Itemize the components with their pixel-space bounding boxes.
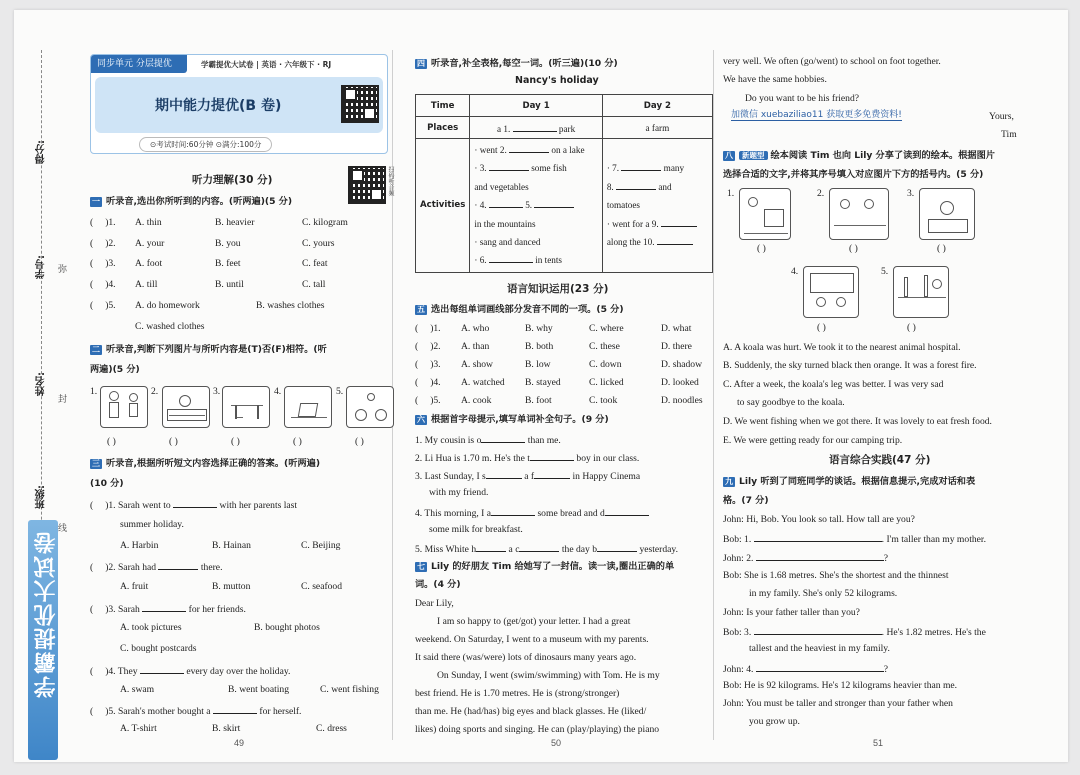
question-row[interactable]: ( )5. Sarah's mother bought a for herself. (90, 706, 302, 717)
dialogue-line[interactable]: Bob: 1. . I'm taller than my mother. (723, 534, 986, 545)
table-title: Nancy's holiday (515, 75, 599, 86)
letter-signature: Tim (1001, 129, 1017, 140)
picture-label: 1. (727, 188, 735, 199)
picture-goodbye-koala (803, 266, 859, 318)
section-6-title: 六 根据首字母提示,填写单词补全句子。(9 分) (417, 414, 609, 425)
question-row[interactable]: ( )4. They every day over the holiday. (90, 666, 291, 677)
banner-meta: 学霸提优大试卷 | 英语 · 六年级下 · RJ (201, 60, 332, 69)
student-id-label: 学号: (36, 255, 47, 279)
option-row[interactable]: A. swam B. went boating C. went fishing (120, 684, 379, 695)
brand-banner (28, 520, 58, 760)
letter-line: We have the same hobbies. (723, 74, 827, 85)
dialogue-line-cont: in my family. She's only 52 kilograms. (749, 588, 898, 599)
dialogue-line-cont: you grow up. (749, 716, 800, 727)
answer-bracket[interactable]: ( ) (907, 322, 916, 333)
fill-sentence[interactable]: 4. This morning, I a some bread and d (415, 506, 649, 520)
fill-sentence-cont: some milk for breakfast. (429, 524, 523, 535)
holiday-table (415, 94, 713, 273)
question-row[interactable]: ( )3. A. show B. low C. down D. shadow (415, 359, 703, 370)
answer-bracket[interactable]: ( ) (817, 322, 826, 333)
table-cell: a farm (602, 117, 712, 139)
page-number: 51 (873, 738, 884, 748)
table-cell[interactable]: a 1. park (470, 117, 602, 139)
picture-forest-fire (893, 266, 949, 318)
page-number: 50 (551, 738, 562, 748)
letter-line: weekend. On Saturday, I went to a museum with my parents. (415, 634, 649, 645)
question-row[interactable]: ( )3. A. foot B. feet C. feat (90, 258, 328, 269)
story-option: A. A koala was hurt. We took it to the nearest animal hospital. (723, 342, 961, 353)
table-cell[interactable]: · went 2. on a lake · 3. some fish and vegetables · 4. 5. in the mountains · sang and danced · 6. in tents (470, 139, 602, 273)
section-3-title: 三 听录音,根据所听短文内容选择正确的答案。(听两遍) (92, 458, 321, 469)
letter-line[interactable]: I am so happy to (get/got) your letter. I had a great (437, 616, 631, 627)
section-9-title: 九 Lily 听到了同班同学的谈话。根据信息提示,完成对话和表 (725, 476, 976, 487)
picture-label: 5. (336, 386, 344, 397)
letter-salutation: Dear Lily, (415, 598, 454, 609)
seal-mark: 线 (58, 523, 68, 533)
option-row[interactable]: A. T-shirt B. skirt C. dress (120, 723, 347, 734)
option[interactable]: C. washed clothes (135, 321, 205, 332)
table-header: Day 1 (470, 95, 602, 117)
dialogue-line: John: Is your father taller than you? (723, 607, 860, 618)
question-row[interactable]: ( )1. Sarah went to with her parents last (90, 500, 298, 511)
section-4-title: 四 听录音,补全表格,每空一词。(听三遍)(10 分) (417, 58, 618, 69)
option[interactable]: C. bought postcards (120, 643, 197, 654)
option-row[interactable]: A. took pictures B. bought photos (120, 622, 320, 633)
fill-sentence[interactable]: 1. My cousin is o than me. (415, 435, 561, 446)
question-row[interactable]: ( )2. Sarah had there. (90, 562, 223, 573)
section-3-title-cont: (10 分) (90, 478, 124, 489)
fill-sentence[interactable]: 3. Last Sunday, I s a f in Happy Cinema (415, 471, 641, 482)
letter-line: Do you want to be his friend? (745, 93, 860, 104)
page-number: 49 (234, 738, 245, 748)
picture-two-kids (100, 386, 148, 428)
letter-closing: Yours, (989, 111, 1014, 122)
picture-label: 1. (90, 386, 98, 397)
letter-line[interactable]: than me. He (had/has) big eyes and black glasses. He (liked/ (415, 706, 647, 717)
dialogue-line[interactable]: John: 4. ? (723, 664, 889, 675)
letter-line[interactable]: very well. We often (go/went) to school on foot together. (723, 56, 941, 67)
letter-line[interactable]: best friend. He is 1.70 metres. He is (strong/stronger) (415, 688, 620, 699)
question-row[interactable]: ( )2. A. your B. you C. yours (90, 238, 335, 249)
section-1-title: 一 听录音,选出你所听到的内容。(听两遍)(5 分) (92, 196, 293, 207)
picture-label: 3. (907, 188, 915, 199)
exam-title: 期中能力提优(B 卷) (155, 98, 282, 114)
answer-bracket[interactable]: ( ) (355, 436, 364, 447)
option-row[interactable]: A. Harbin B. Hainan C. Beijing (120, 540, 341, 551)
letter-line[interactable]: On Sunday, I went (swim/swimming) with Tom. He is my (437, 670, 660, 681)
section-8-title: 八 新题型 绘本阅读 Tim 也向 Lily 分享了读到的绘本。根据图片 (725, 150, 995, 161)
dialogue-line: Bob: She is 1.68 metres. She's the shortest and the thinnest (723, 570, 949, 581)
story-option: D. We went fishing when we got there. It was lovely to eat fresh food. (723, 416, 992, 427)
seal-mark: 封 (58, 394, 68, 404)
dialogue-line: Bob: He is 92 kilograms. He's 12 kilograms heavier than me. (723, 680, 958, 691)
section-9-title-cont: 格。(7 分) (723, 495, 769, 506)
letter-line[interactable]: It said there (was/were) lots of dinosaurs many years ago. (415, 652, 637, 663)
section-2-title-cont: 两遍)(5 分) (90, 364, 140, 375)
row-header: Activities (416, 139, 470, 273)
question-row[interactable]: ( )5. A. do homework B. washes clothes (90, 300, 325, 311)
picture-table (222, 386, 270, 428)
story-option-cont: to say goodbye to the koala. (737, 397, 845, 408)
exam-banner (90, 54, 388, 154)
picture-packing (739, 188, 791, 240)
picture-koala-hospital (919, 188, 975, 240)
banner-title-area (95, 77, 383, 133)
banner-tab: 同步单元 分层提优 (91, 55, 187, 73)
fill-sentence[interactable]: 5. Miss White h a c the day b yesterday. (415, 544, 678, 555)
dialogue-line: John: You must be taller and stronger than your father when (723, 698, 953, 709)
exam-sheet (14, 10, 1068, 762)
story-option: C. After a week, the koala's leg was better. I was very sad (723, 379, 944, 390)
question-row[interactable]: ( )1. A. thin B. heavier C. kilogram (90, 217, 348, 228)
picture-fishing (829, 188, 889, 240)
answer-bracket[interactable]: ( ) (757, 243, 766, 254)
exam-info: ⊙考试时间:60分钟 ⊙满分:100分 (139, 137, 272, 152)
score-label: 得分: (36, 140, 47, 164)
picture-label: 3. (213, 386, 221, 397)
dialogue-line: John: Hi, Bob. You look so tall. How tall are you? (723, 514, 915, 525)
audio-qr-code[interactable] (348, 166, 386, 204)
section-heading: 语言知识运用(23 分) (507, 283, 609, 295)
answer-bracket[interactable]: ( ) (231, 436, 240, 447)
picture-cycling (346, 386, 394, 428)
picture-girl-sleeping (162, 386, 210, 428)
table-header: Day 2 (602, 95, 712, 117)
answer-bracket[interactable]: ( ) (849, 243, 858, 254)
section-heading: 语言综合实践(47 分) (829, 454, 931, 466)
question-row[interactable]: ( )4. A. till B. until C. tall (90, 279, 326, 290)
question-row[interactable]: ( )2. A. than B. both C. these D. there (415, 341, 692, 352)
option-row[interactable]: A. fruit B. mutton C. seafood (120, 581, 343, 592)
page-51 (721, 10, 1037, 762)
dialogue-line-cont: tallest and the heaviest in my family. (749, 643, 890, 654)
story-option: E. We were getting ready for our camping trip. (723, 435, 903, 446)
picture-camping (284, 386, 332, 428)
section-5-title: 五 选出每组单词画线部分发音不同的一项。(5 分) (417, 304, 624, 315)
story-option: B. Suddenly, the sky turned black then orange. It was a forest fire. (723, 360, 977, 371)
picture-label: 2. (817, 188, 825, 199)
answer-bracket[interactable]: ( ) (937, 243, 946, 254)
dialogue-line[interactable]: Bob: 3. . He's 1.82 metres. He's the (723, 627, 986, 638)
picture-label: 4. (274, 386, 282, 397)
qr-caption: 扫码听音频 (387, 166, 394, 196)
seal-mark: 弥 (58, 264, 68, 274)
question-row[interactable]: ( )5. A. cook B. foot C. took D. noodles (415, 395, 703, 406)
page-50 (399, 10, 705, 762)
answer-bracket[interactable]: ( ) (169, 436, 178, 447)
section-7-title: 七 Lily 的好朋友 Tim 给她写了一封信。读一读,圈出正确的单 (417, 561, 675, 572)
name-label: 姓名: (36, 372, 47, 396)
page-49 (74, 10, 394, 762)
section-7-title-cont: 词。(4 分) (415, 579, 461, 590)
answer-bracket[interactable]: ( ) (293, 436, 302, 447)
class-label: 班级: (36, 485, 47, 509)
section-8-title-cont: 选择合适的文字,并将其序号填入对应图片下方的括号内。(5 分) (723, 169, 984, 180)
column-divider (713, 50, 714, 740)
question-row[interactable]: ( )1. A. who B. why C. where D. what (415, 323, 692, 334)
question-continuation: summer holiday. (120, 519, 184, 530)
question-row[interactable]: ( )4. A. watched B. stayed C. licked D. looked (415, 377, 699, 388)
table-header: Time (416, 95, 470, 117)
fill-sentence-cont: with my friend. (429, 487, 489, 498)
question-row[interactable]: ( )3. Sarah for her friends. (90, 604, 246, 615)
letter-line[interactable]: likes) doing sports and singing. He can (play/playing) the piano (415, 724, 660, 735)
brand-text: 学霸提优大试卷 (34, 530, 59, 698)
answer-bracket[interactable]: ( ) (107, 436, 116, 447)
picture-label: 2. (151, 386, 159, 397)
dialogue-line[interactable]: John: 2. ? (723, 553, 889, 564)
table-cell[interactable]: · 7. many 8. and tomatoes · went for a 9. along the 10. (602, 139, 712, 273)
fill-sentence[interactable]: 2. Li Hua is 1.70 m. He's the t boy in our class. (415, 453, 640, 464)
picture-label: 4. (791, 266, 799, 277)
qr-code[interactable] (341, 85, 379, 123)
section-2-title: 二 听录音,判断下列图片与所听内容是(T)否(F)相符。(听 (92, 344, 327, 355)
picture-label: 5. (881, 266, 889, 277)
binding-strip (14, 10, 72, 762)
row-header: Places (416, 117, 470, 139)
section-heading: 听力理解(30 分) (192, 174, 273, 186)
watermark-text: 加微信 xuebaziliao11 获取更多免费资料! (731, 110, 902, 120)
